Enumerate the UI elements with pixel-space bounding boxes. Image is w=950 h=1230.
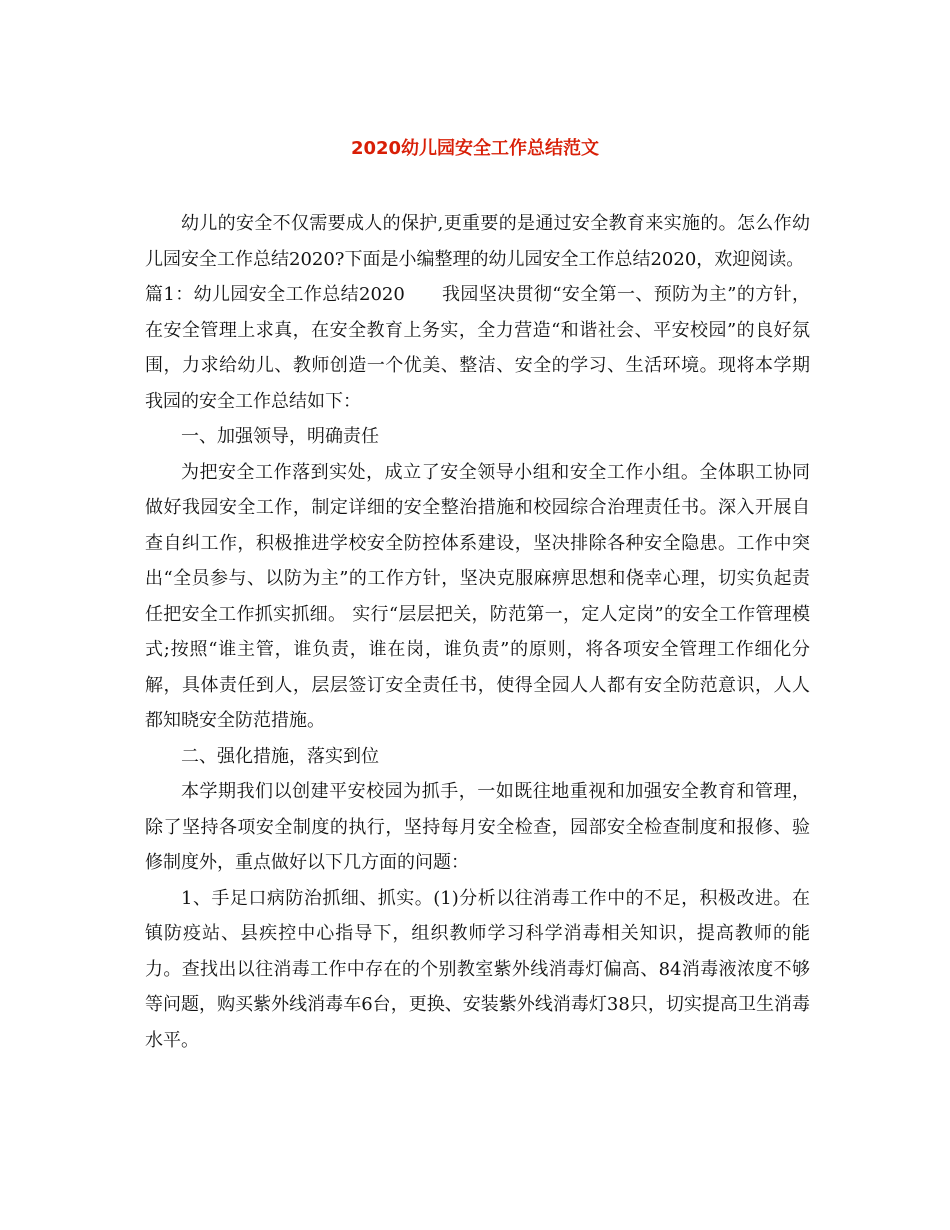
section-heading-1: 一、加强领导，明确责任 xyxy=(181,426,379,447)
section-1-paragraph: 为把安全工作落到实处，成立了安全领导小组和安全工作小组。全体职工协同做好我园安全工作，制定详细的安全整治措施和校园综合治理责任书。深入开展自查自纠工作，积极推进学校安全防控体系建设，坚决排除各种安全隐患。工作中突出“全员参与、以防为主”的工作方针，坚决克服麻痹思想和侥幸心理，切实负起责任把安全工作抓实抓细。 实行“层层把关，防范第一，定人定岗”的安全工作管理模式;按照“谁主管，谁负责，谁在岗，谁负责”的原则，将各项安全管理工作细化分解，具体责任到人，层层签订安全责任书，使得全园人人都有安全防范意识，人人都知晓安全防范措施。 xyxy=(145,461,810,731)
intro-paragraph: 幼儿的安全不仅需要成人的保护,更重要的是通过安全教育来实施的。怎么作幼儿园安全工作总结2020?下面是小编整理的幼儿园安全工作总结2020，欢迎阅读。 xyxy=(145,213,810,270)
item-1-paragraph: 1、手足口病防治抓细、抓实。(1)分析以往消毒工作中的不足，积极改进。在镇防疫站、县疾控中心指导下，组织教师学习科学消毒相关知识，提高教师的能力。查找出以往消毒工作中存在的个别教室紫外线消毒灯偏高、84消毒液浓度不够等问题，购买紫外线消毒车6台，更换、安装紫外线消毒灯38只，切实提高卫生消毒水平。 xyxy=(145,887,810,1051)
section-heading-2: 二、强化措施，落实到位 xyxy=(181,745,379,767)
section-2-paragraph: 本学期我们以创建平安校园为抓手，一如既往地重视和加强安全教育和管理，除了坚持各项安全制度的执行，坚持每月安全检查，园部安全检查制度和报修、验修制度外，重点做好以下几方面的问题： xyxy=(145,781,810,873)
document-title: 2020幼儿园安全工作总结范文 xyxy=(350,138,600,159)
article-1-intro-paragraph: 篇1：幼儿园安全工作总结2020 我园坚决贯彻“安全第一、预防为主”的方针，在安全管理上求真，在安全教育上务实，全力营造“和谐社会、平安校园”的良好氛围，力求给幼儿、教师创造一个优美、整洁、安全的学习、生活环境。现将本学期我园的安全工作总结如下： xyxy=(145,284,810,412)
document-body xyxy=(145,206,810,1058)
